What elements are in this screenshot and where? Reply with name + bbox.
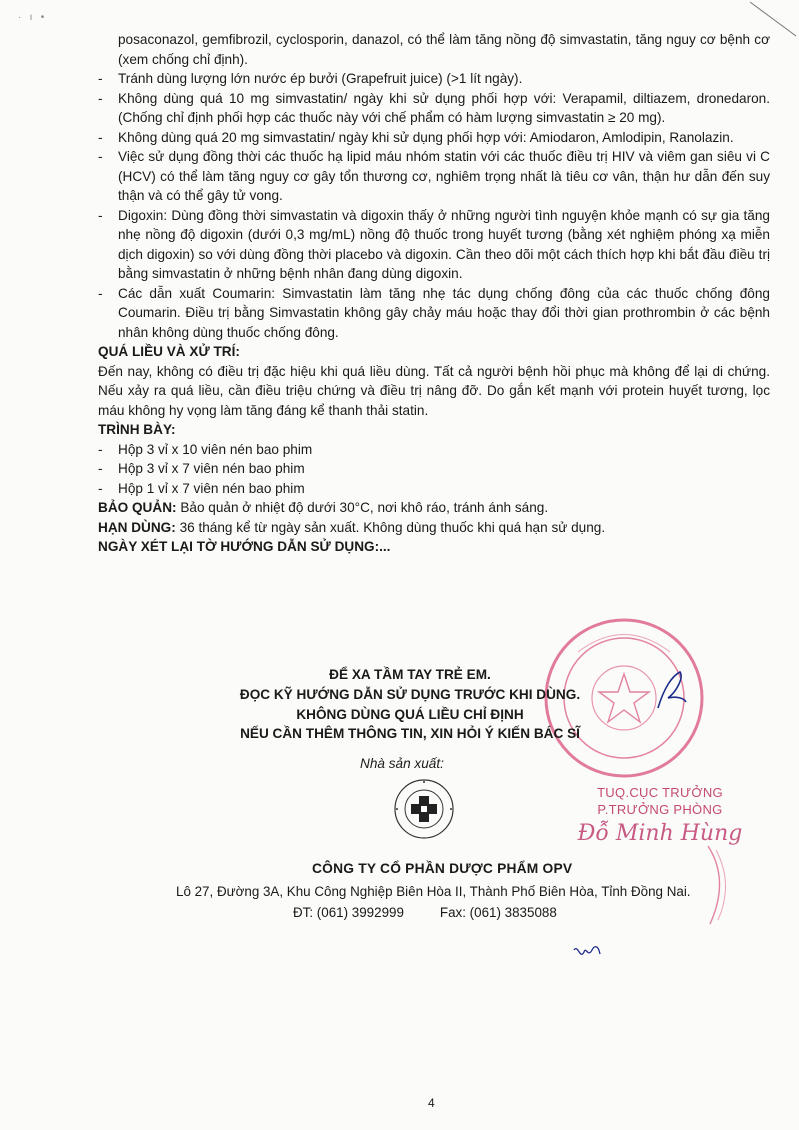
bullet-text: Không dùng quá 10 mg simvastatin/ ngày khi sử dụng phối hợp với: Verapamil, diltiazem, dronedaron. (Chống chỉ định phối hợp các thuốc này với chế phẩm có hàm lượng simvastatin ≥ 20 mg). [118,90,770,125]
bullet-text: Tránh dùng lượng lớn nước ép bưởi (Grapefruit juice) (>1 lít ngày). [118,71,523,86]
warning-line: ĐỂ XA TẦM TAY TRẺ EM. [329,667,491,682]
company-address: Lô 27, Đường 3A, Khu Công Nghiệp Biên Hòa II, Thành Phố Biên Hòa, Tỉnh Đồng Nai. [176,884,691,899]
bullet-amiodaron: - Không dùng quá 20 mg simvastatin/ ngày khi sử dụng phối hợp với: Amiodaron, Amlodipin, Ranolazin. [98,129,734,145]
overdose-heading: QUÁ LIỀU VÀ XỬ TRÍ: [98,344,240,359]
storage-text: Bảo quản ở nhiệt độ dưới 30°C, nơi khô ráo, tránh ánh sáng. [180,500,549,515]
company-logo-icon [393,778,455,840]
pen-signature-mark [650,668,690,714]
presentation-item-text: Hộp 1 vỉ x 7 viên nén bao phim [118,480,305,496]
expiry-line [98,518,770,538]
storage-label: BẢO QUẢN: [98,500,177,515]
bullet-text: Không dùng quá 20 mg simvastatin/ ngày khi sử dụng phối hợp với: Amiodaron, Amlodipin, Ranolazin. [118,129,734,145]
bullet-text: Việc sử dụng đồng thời các thuốc hạ lipid máu nhóm statin với các thuốc điều trị HIV và viêm gan siêu vi C (HCV) có thể làm tăng nguy cơ gây tổn thương cơ, nghiêm trọng nhất là tiêu cơ vân, thận hư dẫn đến suy thận và có thể gây tử vong. [118,149,770,203]
company-fax: Fax: (061) 3835088 [439,905,557,920]
bullet-coumarin: - Các dẫn xuất Coumarin: Simvastatin làm tăng nhẹ tác dụng chống đông của các thuốc chống đông Coumarin. Điều trị bằng Simvastatin không gây chảy máu hoặc thay đổi thời gian prothrombin ở các bệnh nhân không dùng thuốc chống đông. [98,285,770,340]
side-stamp-mark [700,840,736,930]
approval-signature: Đỗ Minh Hùng [577,821,743,846]
company-contacts [293,905,557,920]
expiry-text: 36 tháng kể từ ngày sản xuất. Không dùng thuốc khi quá hạn sử dụng. [179,519,606,535]
approval-title-2: P.TRƯỞNG PHÒNG [597,802,723,817]
presentation-item-text: Hộp 3 vỉ x 7 viên nén bao phim [118,461,305,476]
warning-line: KHÔNG DÙNG QUÁ LIỀU CHỈ ĐỊNH [296,706,524,722]
warning-line: NẾU CẦN THÊM THÔNG TIN, XIN HỎI Ý KIẾN BÁC SĨ [240,726,580,742]
presentation-item-text: Hộp 3 vỉ x 10 viên nén bao phim [118,441,313,457]
interaction-continuation: posaconazol, gemfibrozil, cyclosporin, danazol, có thể làm tăng nồng độ simvastatin, tăng nguy cơ bệnh cơ (xem chống chỉ định). [118,32,770,67]
presentation-item: - Hộp 1 vỉ x 7 viên nén bao phim [98,480,305,496]
scan-artifact-dots: · ı • [18,12,45,23]
page-number: 4 [428,1096,435,1110]
bullet-digoxin: - Digoxin: Dùng đồng thời simvastatin và digoxin thấy ở những người tình nguyện khỏe mạnh có sự gia tăng nhẹ nồng độ digoxin (dưới 0,3 mg/mL) nồng độ thuốc trong huyết tương (bằng xét nghiệm phóng xạ miễn dịch digoxin) so với dùng đồng thời placebo và digoxin. Cần theo dõi một cách thích hợp khi bắt đầu điều trị bằng simvastatin ở những bệnh nhân đang dùng digoxin. [98,207,770,281]
presentation-heading: TRÌNH BÀY: [98,422,176,437]
bullet-text: Digoxin: Dùng đồng thời simvastatin và digoxin thấy ở những người tình nguyện khỏe mạnh có sự gia tăng nhẹ nồng độ digoxin (dưới 0,3 mg/mL) nồng độ thuốc trong huyết tương (bằng xét nghiệm phóng xạ miễn dịch digoxin) so với dùng đồng thời placebo và digoxin. Cần theo dõi một cách thích hợp khi bắt đầu điều trị bằng simvastatin ở những bệnh nhân đang dùng digoxin. [118,207,770,281]
company-phone: ĐT: (061) 3992999 [293,905,404,920]
approval-title-1: TUQ.CỤC TRƯỞNG [597,785,723,800]
bullet-text: Các dẫn xuất Coumarin: Simvastatin làm tăng nhẹ tác dụng chống đông của các thuốc chống đông Coumarin. Điều trị bằng Simvastatin không gây chảy máu hoặc thay đổi thời gian prothrombin ở các bệnh nhân không dùng thuốc chống đông. [118,285,770,340]
warnings-block [230,665,590,744]
company-name: CÔNG TY CỔ PHẦN DƯỢC PHẨM OPV [312,861,573,876]
review-date-line: NGÀY XÉT LẠI TỜ HƯỚNG DẪN SỬ DỤNG:... [98,539,391,554]
presentation-item: - Hộp 3 vỉ x 7 viên nén bao phim [98,461,305,476]
initial-scribble-mark [572,940,602,964]
bullet-hiv-hcv: - Việc sử dụng đồng thời các thuốc hạ lipid máu nhóm statin với các thuốc điều trị HIV và viêm gan siêu vi C (HCV) có thể làm tăng nguy cơ gây tổn thương cơ, nghiêm trọng nhất là tiêu cơ vân, thận hư dẫn đến suy thận và có thể gây tử vong. [98,149,770,203]
bullet-grapefruit: - Tránh dùng lượng lớn nước ép bưởi (Grapefruit juice) (>1 lít ngày). [98,71,523,86]
body-text [98,30,770,557]
overdose-text: Đến nay, không có điều trị đặc hiệu khi quá liều dùng. Tất cả người bệnh hồi phục mà không để lại di chứng. Nếu xảy ra quá liều, cần điều triệu chứng và điều trị nâng đỡ. Do gắn kết mạnh với protein huyết tương, lọc máu không hy vọng làm tăng đáng kể thanh thải statin. [98,363,770,418]
presentation-item: - Hộp 3 vỉ x 10 viên nén bao phim [98,441,313,457]
expiry-label: HẠN DÙNG: [98,519,176,535]
approval-signature-block [570,785,750,846]
bullet-verapamil: - Không dùng quá 10 mg simvastatin/ ngày khi sử dụng phối hợp với: Verapamil, diltiazem, dronedaron. (Chống chỉ định phối hợp các thuốc này với chế phẩm có hàm lượng simvastatin ≥ 20 mg). [98,90,770,125]
storage-line [98,498,770,518]
warning-line: ĐỌC KỸ HƯỚNG DẪN SỬ DỤNG TRƯỚC KHI DÙNG. [239,686,581,702]
manufacturer-label: Nhà sản xuất: [360,756,444,771]
